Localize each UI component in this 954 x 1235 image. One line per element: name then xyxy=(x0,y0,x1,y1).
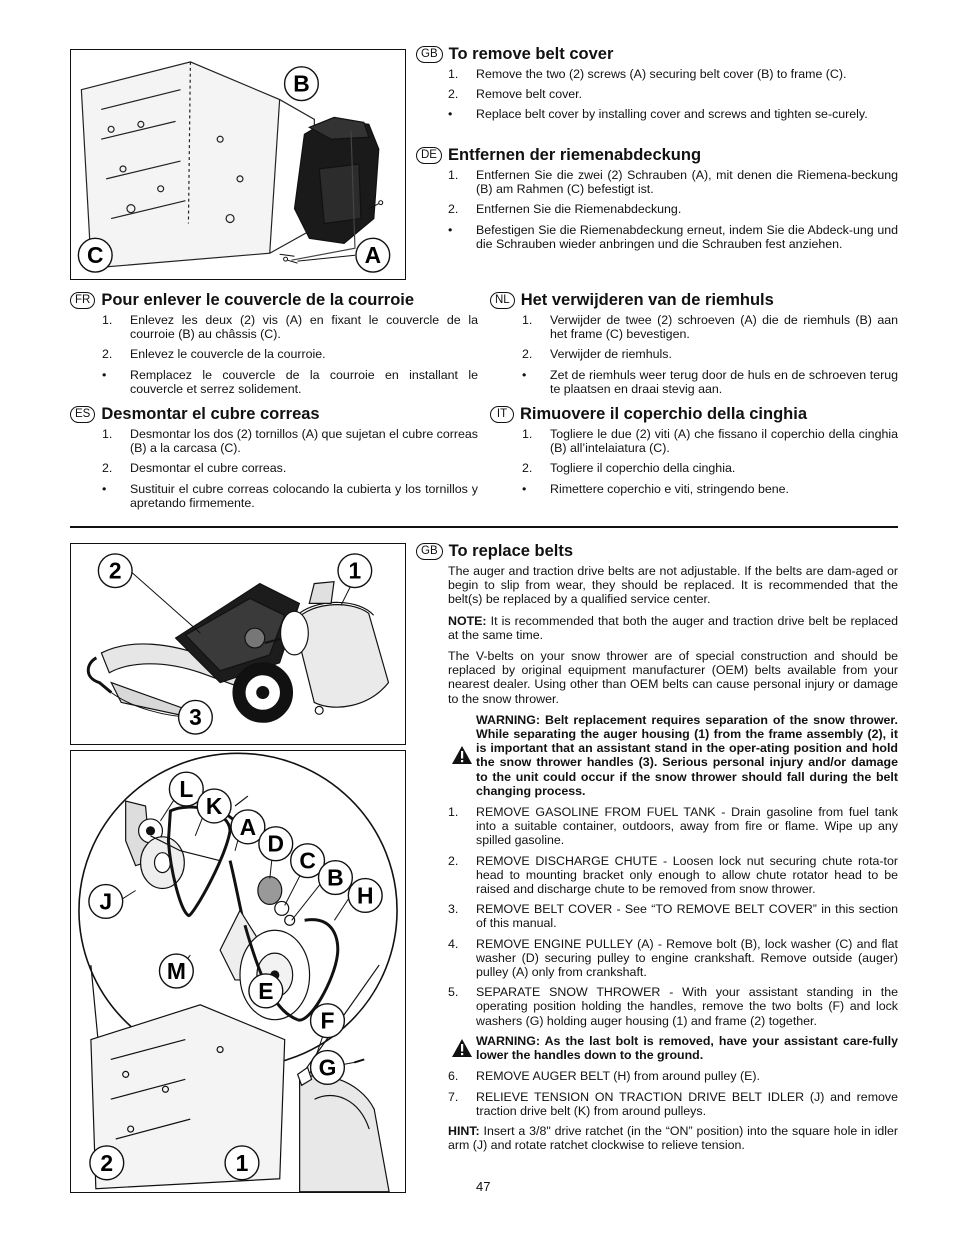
list-item: 2. Togliere il coperchio della cinghia. xyxy=(522,461,736,476)
note-paragraph: NOTE: It is recommended that both the auger and traction drive belt be replaced at the same time. xyxy=(448,613,898,642)
label-2: 2 xyxy=(100,1149,114,1176)
label-1: 1 xyxy=(348,557,362,584)
list-item: 1. Togliere le due (2) viti (A) che fissano il coperchio della cinghia (B) all’intelaiatura (C). xyxy=(522,427,898,456)
heading-fr: FR Pour enlever le couvercle de la courroie xyxy=(70,290,478,310)
heading-de: DE Entfernen der riemenabdeckung xyxy=(416,145,898,165)
list-item: 2. Verwijder de riemhuls. xyxy=(522,347,672,362)
snow-thrower-illustration xyxy=(71,544,405,744)
lang-badge-gb: GB xyxy=(416,543,443,560)
list-item: • Replace belt cover by installing cover and screws and tighten se-curely. xyxy=(448,107,868,122)
list-item: 1. Enlevez les deux (2) vis (A) en fixant le couvercle de la courroie (B) au châssis (C). xyxy=(102,313,478,342)
list-item: 1. Desmontar los dos (2) tornillos (A) que sujetan el cubre correas (B) a la carcasa (C). xyxy=(102,427,478,456)
step-item: 7. RELIEVE TENSION ON TRACTION DRIVE BELT IDLER (J) and remove traction drive belt (K) from around pulleys. xyxy=(448,1089,898,1118)
heading-es: ES Desmontar el cubre correas xyxy=(70,404,478,424)
warning-icon xyxy=(448,713,476,798)
list-item: • Rimettere coperchio e viti, stringendo bene. xyxy=(522,481,789,496)
warning-icon xyxy=(448,1034,476,1062)
list-item: 1. Remove the two (2) screws (A) securing belt cover (B) to frame (C). xyxy=(448,67,847,81)
hint-paragraph: HINT: Insert a 3/8" drive ratchet (in the “ON” position) into the square hole in idler arm (J) and rotate ratchet clockwise to relieve tension. xyxy=(448,1123,898,1153)
belt-cover-illustration xyxy=(71,50,405,279)
label-c: C xyxy=(87,242,104,269)
label-b: B xyxy=(327,864,344,891)
step-item: 1. REMOVE GASOLINE FROM FUEL TANK - Drain gasoline from fuel tank into a suitable container, outdoors, away from fire or flame. Wipe up any spilled gasoline. xyxy=(448,805,898,848)
list-item: • Zet de riemhuls weer terug door de huls en de schroeven terug te plaatsen en draai stevig aan. xyxy=(522,367,898,396)
intro-paragraph: The auger and traction drive belts are not adjustable. If the belts are dam-aged or begin to slip from wear, they should be replaced. It is recommended that the belt(s) be replaced by a qualified service center. xyxy=(448,564,898,607)
label-2: 2 xyxy=(108,557,122,584)
label-f: F xyxy=(320,1007,335,1034)
label-l: L xyxy=(179,776,194,803)
label-k: K xyxy=(205,792,223,819)
warning-last-bolt: WARNING: As the last bolt is removed, have your assistant care-fully lower the handles down to the ground. xyxy=(448,1034,898,1062)
label-m: M xyxy=(166,957,186,984)
lang-badge-nl: NL xyxy=(490,292,515,309)
figure-snow-thrower-separation xyxy=(70,543,406,745)
label-h: H xyxy=(356,882,374,909)
section-de-remove-belt-cover xyxy=(416,145,898,257)
section-it-remove-belt-cover xyxy=(490,404,898,502)
list-item: • Befestigen Sie die Riemenabdeckung erneut, indem Sie die Abdeck-ung und die Schrauben wieder anbringen und die Schrauben fest anziehen. xyxy=(448,222,898,251)
lang-badge-gb: GB xyxy=(416,46,443,63)
section-nl-remove-belt-cover xyxy=(490,290,898,402)
figure-belt-cover xyxy=(70,49,406,280)
list-item: 2. Enlevez le couvercle de la courroie. xyxy=(102,347,326,362)
label-c: C xyxy=(299,847,316,874)
section-divider xyxy=(70,526,898,528)
heading-nl: NL Het verwijderen van de riemhuls xyxy=(490,290,898,310)
section-gb-replace-belts xyxy=(416,541,898,1159)
figure-pulleys-and-belts xyxy=(70,750,406,1193)
lang-badge-it: IT xyxy=(490,406,514,423)
label-b: B xyxy=(293,70,310,97)
label-g: G xyxy=(318,1054,337,1081)
list-item: 2. Desmontar el cubre correas. xyxy=(102,461,287,476)
list-item: 1. Entfernen Sie die zwei (2) Schrauben (A), mit denen die Riemena-beckung (B) am Rahmen (C) befestigt ist. xyxy=(448,168,898,197)
list-item: 2. Entfernen Sie die Riemenabdeckung. xyxy=(448,202,682,217)
label-3: 3 xyxy=(189,704,202,731)
lang-badge-fr: FR xyxy=(70,292,95,309)
label-j: J xyxy=(99,888,113,915)
list-item: • Remplacez le couvercle de la courroie en installant le couvercle et serrez solidement. xyxy=(102,367,478,396)
label-1: 1 xyxy=(235,1149,249,1176)
step-item: 4. REMOVE ENGINE PULLEY (A) - Remove bolt (B), lock washer (C) and flat washer (D) securing pulley to engine crankshaft. Remove outside (auger) pulley (A) only from crankshaft. xyxy=(448,936,898,980)
section-fr-remove-belt-cover xyxy=(70,290,478,402)
label-d: D xyxy=(267,830,285,857)
heading-gb-remove-belt-cover: GB To remove belt cover xyxy=(416,44,898,64)
list-item: 2. Remove belt cover. xyxy=(448,87,583,102)
belt-pulley-illustration xyxy=(71,751,405,1192)
vbelt-paragraph: The V-belts on your snow thrower are of special construction and should be replaced by original equipment manufacturer (OEM) belts available from your nearest dealer. Using other than OEM belts can cause personal injury or damage to the snow thrower. xyxy=(448,649,898,706)
step-item: 6. REMOVE AUGER BELT (H) from around pulley (E). xyxy=(448,1069,760,1084)
step-item: 3. REMOVE BELT COVER - See “TO REMOVE BELT COVER” in this section of this manual. xyxy=(448,902,898,931)
section-es-remove-belt-cover xyxy=(70,404,478,516)
label-a: A xyxy=(364,242,382,269)
step-item: 5. SEPARATE SNOW THROWER - With your assistant standing in the operating position holding the handles, remove the two bolts (F) and lock washers (G) holding auger housing (1) and frame (2) together. xyxy=(448,985,898,1028)
heading-it: IT Rimuovere il coperchio della cinghia xyxy=(490,404,898,424)
page-number: 47 xyxy=(476,1179,491,1194)
lang-badge-es: ES xyxy=(70,406,95,423)
lang-badge-de: DE xyxy=(416,147,442,164)
list-item: 1. Verwijder de twee (2) schroeven (A) die de riemhuls (B) aan het frame (C) bevestigen. xyxy=(522,313,898,342)
warning-belt-replacement: WARNING: Belt replacement requires separation of the snow thrower. While separating the auger housing (1) from the frame assembly (2), it is important that an assistant stand in the oper-ating position and hold the snow thrower handles (3). Serious personal injury and/or damage to the unit could occur if the snow thrower should fall during the belt changing process. xyxy=(448,713,898,798)
label-a: A xyxy=(239,813,257,840)
heading-replace-belts: GB To replace belts xyxy=(416,541,898,561)
step-item: 2. REMOVE DISCHARGE CHUTE - Loosen lock nut securing chute rota-tor head to mounting bracket only enough to allow chute rotator head to be raised and discharge chute to be removed from snow thrower. xyxy=(448,853,898,897)
section-gb-remove-belt-cover xyxy=(416,44,898,128)
list-item: • Sustituir el cubre correas colocando la cubierta y los tornillos y apretando firmemente. xyxy=(102,481,478,510)
label-e: E xyxy=(258,977,274,1004)
